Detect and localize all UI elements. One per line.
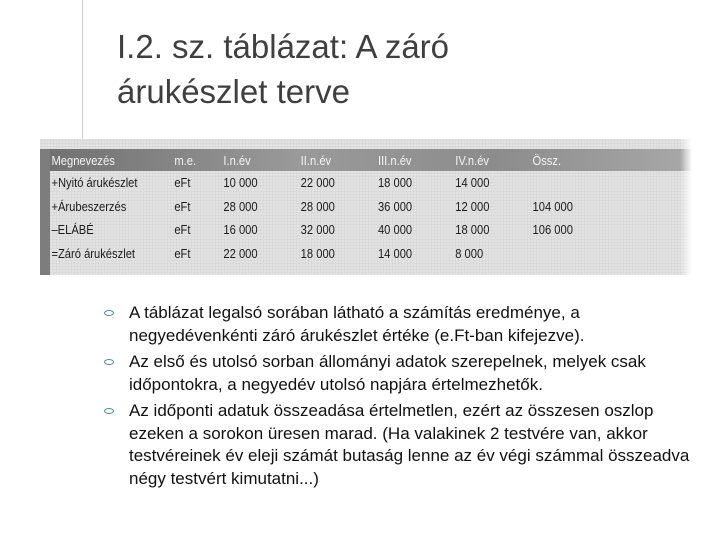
list-item [104,351,694,396]
header-cell: I.n.év [223,152,251,168]
table-cell: 28 000 [300,198,335,214]
list-item [104,302,694,347]
bullet-icon [104,359,115,365]
bullet-text: Az időponti adatuk összeadása értelmetlen, ezért az összesen oszlop ezeken a sorokon üresen marad. (Ha valakinek 2 testvére van, akkor testvéreinek év eleji számát butaság lenne az év végi számmal összeadva négy testvért kimutatni...) [129,401,690,488]
table-cell: 14 000 [455,175,490,191]
slide-title [117,24,677,114]
table-cell: eFt [174,245,191,261]
header-cell: II.n.év [300,152,332,168]
bullet-text: A táblázat legalsó sorában látható a számítás eredménye, a negyedévenkénti záró árukészlet értéke (e.Ft-ban kifejezve). [129,303,585,345]
header-cell: m.e. [174,152,197,168]
list-item [104,400,694,490]
table-cell: +Nyitó árukészlet [51,175,138,191]
bullet-icon [104,310,115,316]
table-cell: 32 000 [300,222,335,238]
table-cell [533,171,602,195]
bullet-list [104,302,694,494]
scan-edge-fade [680,139,692,275]
table-cell: 12 000 [455,198,490,214]
table-cell: –ELÁBÉ [51,222,94,238]
table-cell: eFt [174,222,191,238]
header-cell: Össz. [532,152,562,168]
header-cell: IV.n.év [455,152,490,168]
table-row [48,195,602,219]
header-cell: Megnevezés [51,152,115,168]
table-row [48,218,602,242]
table-cell: 28 000 [223,198,258,214]
scanned-table-image [40,139,692,275]
title-line-2: árukészlet terve [117,73,350,110]
table-cell: 22 000 [300,175,335,191]
table-cell: 18 000 [455,222,490,238]
table-cell: 104 000 [532,198,573,214]
table-cell: 8 000 [455,245,484,261]
closing-inventory-table [48,149,602,265]
table-cell: eFt [174,198,191,214]
table-cell: 22 000 [223,245,258,261]
table-header-row [48,149,602,171]
table-cell: 14 000 [377,245,413,261]
table-cell [533,242,602,266]
table-cell: 16 000 [223,222,258,238]
table-cell: +Árubeszerzés [51,198,127,214]
table-cell: =Záró árukészlet [51,245,136,261]
table-cell: 40 000 [377,222,413,238]
bullet-icon [104,408,115,414]
bullet-text: Az első és utolsó sorban állományi adatok szerepelnek, melyek csak időpontokra, a negyedév utolsó napjára értelmezhetők. [129,352,646,394]
table-row [48,171,602,195]
table-row [48,242,602,266]
table-cell: eFt [174,175,191,191]
table-cell: 36 000 [377,198,413,214]
header-cell: III.n.év [377,152,412,168]
table-cell: 10 000 [223,175,258,191]
table-cell: 18 000 [377,175,413,191]
table-cell: 18 000 [300,245,335,261]
table-cell: 106 000 [532,222,573,238]
title-line-1: I.2. sz. táblázat: A záró [117,28,450,65]
